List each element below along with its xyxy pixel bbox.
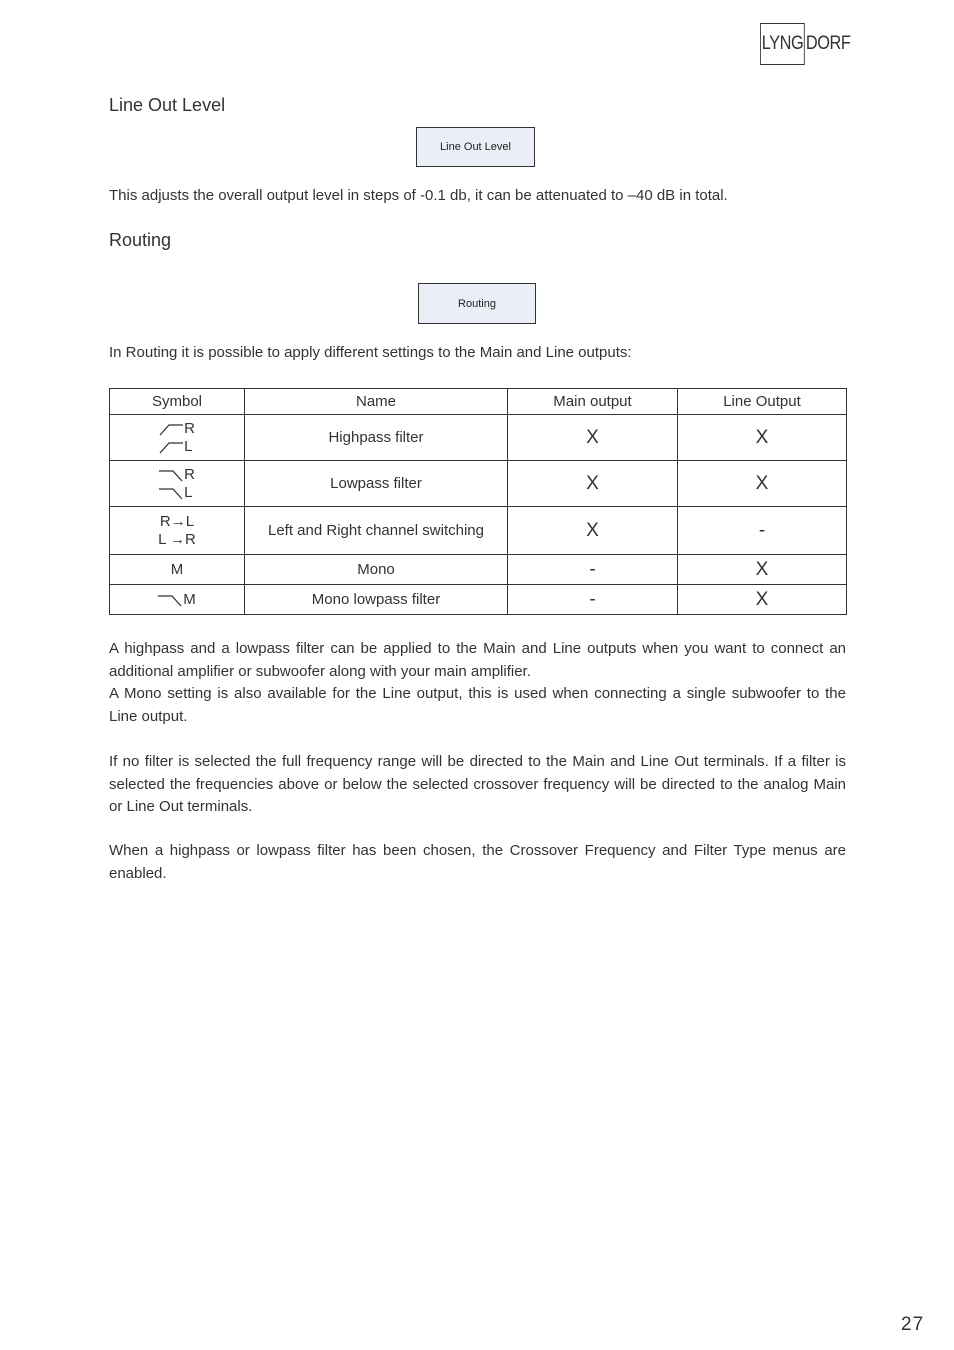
name-cell: Mono lowpass filter (245, 585, 508, 615)
table-row (110, 585, 847, 615)
name-cell: Mono (245, 555, 508, 585)
header-symbol: Symbol (110, 389, 245, 415)
line-out-level-heading: Line Out Level (109, 95, 226, 115)
symbol-text: M (170, 561, 184, 578)
line-out-level-text: This adjusts the overall output level in steps of -0.1 db, it can be attenuated to –40 dB in total. (109, 187, 728, 204)
highpass-slope-icon (159, 422, 183, 436)
main-output-cell: - (508, 585, 678, 615)
symbol-text: L (184, 437, 193, 455)
line-output-cell: - (678, 507, 847, 555)
name-cell: Highpass filter (245, 415, 508, 461)
lowpass-slope-icon (159, 468, 183, 482)
brand-logo (760, 23, 850, 65)
main-output-cell: X (508, 507, 678, 555)
routing-text: In Routing it is possible to apply different settings to the Main and Line outputs: (109, 344, 632, 361)
symbol-cell (110, 555, 245, 585)
main-output-cell: - (508, 555, 678, 585)
mono-paragraph: A Mono setting is also available for the Line output, this is used when connecting a single subwoofer to the Line output. (109, 685, 846, 725)
lowpass-slope-icon (159, 486, 183, 500)
symbol-cell (110, 507, 245, 555)
symbol-text: M (183, 591, 196, 608)
table-header-row (110, 389, 847, 415)
routing-heading: Routing (109, 230, 172, 250)
logo-boxed-part: LYNG (760, 23, 805, 65)
main-output-cell: X (508, 415, 678, 461)
table-row (110, 555, 847, 585)
crossover-paragraph: When a highpass or lowpass filter has been chosen, the Crossover Frequency and Filter Type menus are enabled. (109, 842, 846, 882)
header-main-output: Main output (508, 389, 678, 415)
header-line-output: Line Output (678, 389, 847, 415)
logo-plain-part: DORF (805, 33, 851, 54)
line-output-cell: X (678, 415, 847, 461)
line-out-level-menu-button[interactable]: Line Out Level (416, 127, 535, 167)
header-name: Name (245, 389, 508, 415)
highpass-slope-icon (159, 440, 183, 454)
name-cell: Lowpass filter (245, 461, 508, 507)
line-output-cell: X (678, 461, 847, 507)
table-row (110, 507, 847, 555)
filter-paragraph: A highpass and a lowpass filter can be applied to the Main and Line outputs when you want to connect an additional amplifier or subwoofer along with your main amplifier. (109, 640, 846, 680)
routing-table (109, 388, 847, 615)
symbol-text: R (184, 419, 195, 437)
symbol-text: L →R (158, 530, 196, 548)
line-output-cell: X (678, 585, 847, 615)
lowpass-slope-icon (158, 593, 182, 607)
symbol-cell (110, 415, 245, 461)
line-output-cell: X (678, 555, 847, 585)
no-filter-paragraph: If no filter is selected the full frequency range will be directed to the Main and Line Out terminals. If a filter is selected the frequencies above or below the selected crossover frequency will be directed to the analog Main or Line Out terminals. (109, 753, 846, 815)
table-row (110, 461, 847, 507)
page-number: 27 (901, 1314, 925, 1335)
symbol-cell (110, 461, 245, 507)
table-row (110, 415, 847, 461)
symbol-text: L (184, 483, 193, 501)
routing-menu-button[interactable]: Routing (418, 283, 536, 324)
symbol-text: R (184, 465, 195, 483)
symbol-text: R→L (159, 512, 195, 530)
name-cell: Left and Right channel switching (245, 507, 508, 555)
main-output-cell: X (508, 461, 678, 507)
symbol-cell (110, 585, 245, 615)
